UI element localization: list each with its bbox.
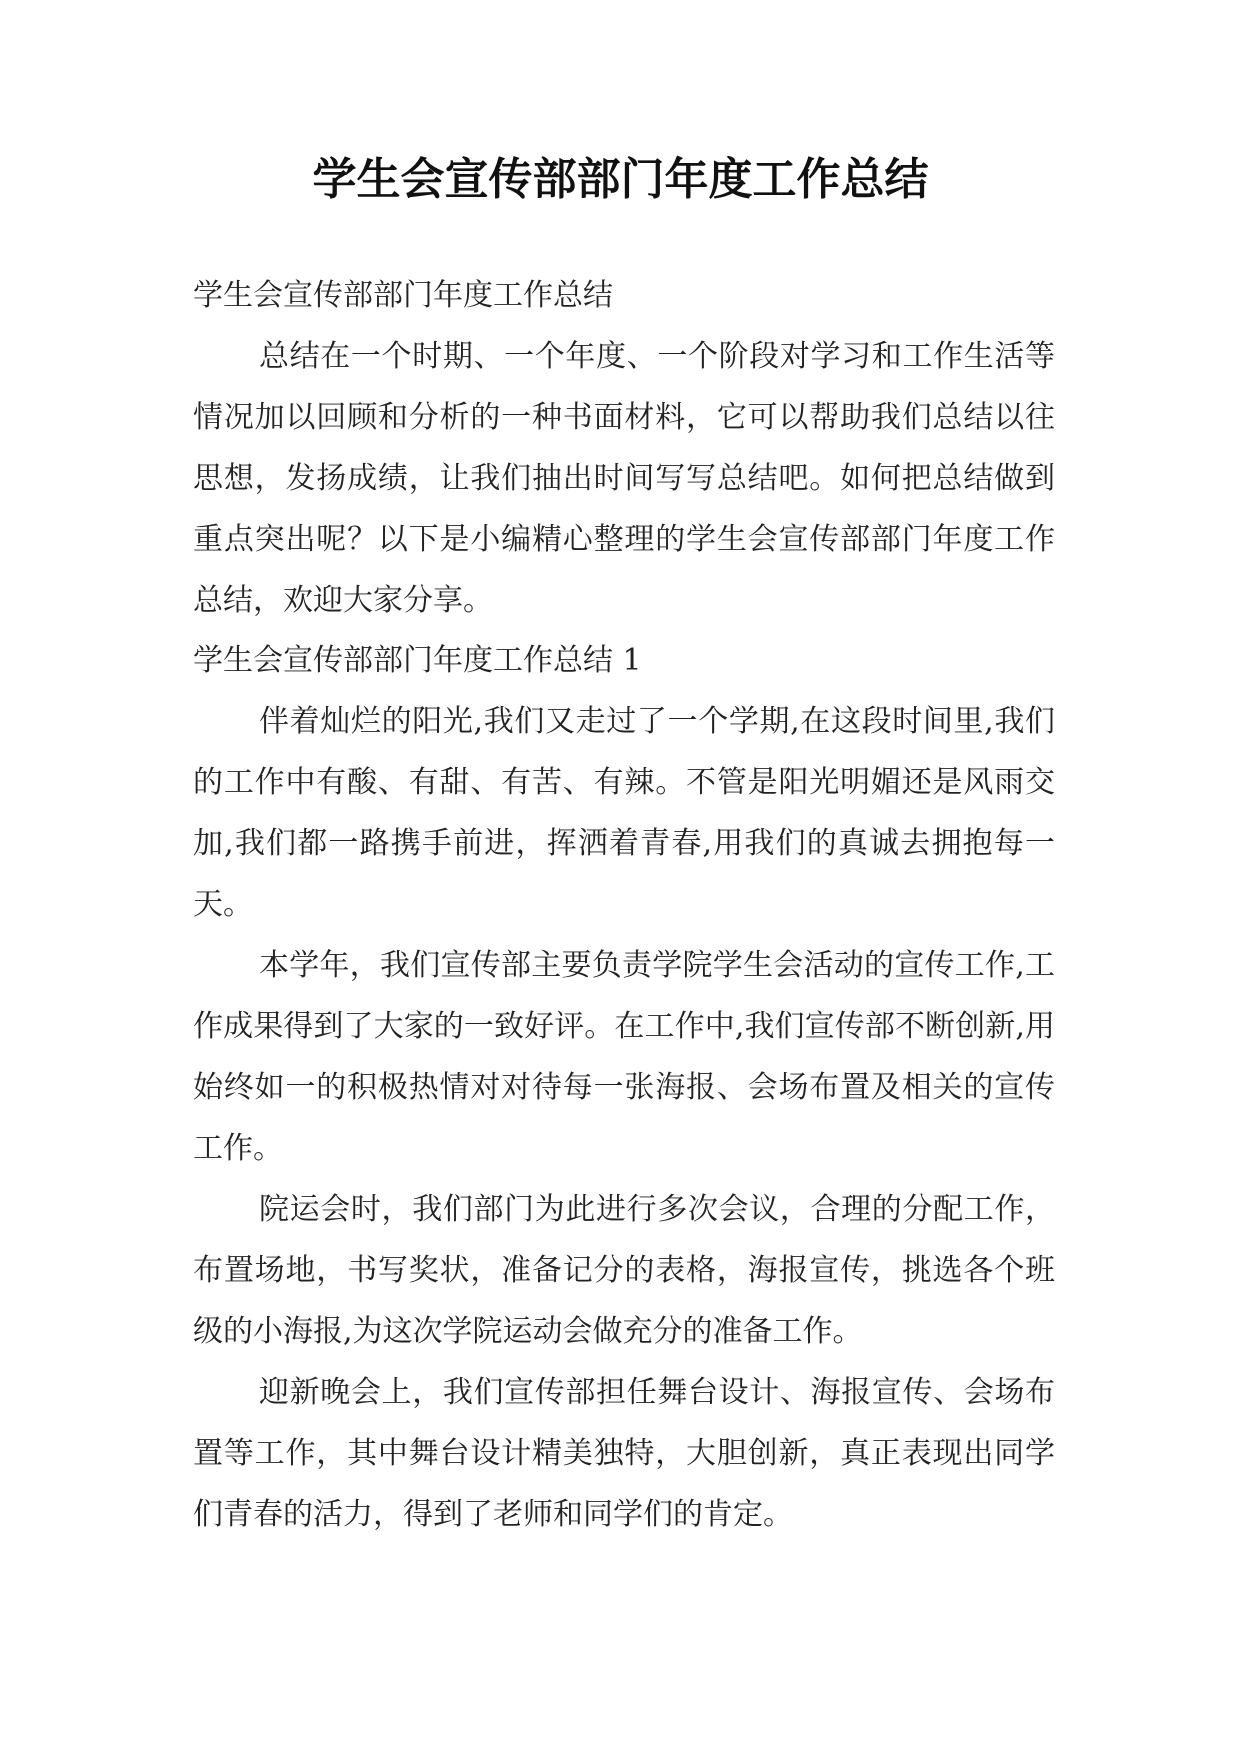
- paragraph-3: 院运会时，我们部门为此进行多次会议，合理的分配工作，布置场地，书写奖状，准备记分的表格，海报宣传，挑选各个班级的小海报,为这次学院运动会做充分的准备工作。: [193, 1192, 1055, 1349]
- paragraph-4: 迎新晚会上，我们宣传部担任舞台设计、海报宣传、会场布置等工作，其中舞台设计精美独特，大胆创新，真正表现出同学们青春的活力，得到了老师和同学们的肯定。: [193, 1375, 1055, 1532]
- document-title: 学生会宣传部部门年度工作总结: [312, 154, 929, 205]
- paragraph-1: 伴着灿烂的阳光,我们又走过了一个学期,在这段时间里,我们的工作中有酸、有甜、有苦、有辣。不管是阳光明媚还是风雨交加,我们都一路携手前进，挥洒着青春,用我们的真诚去拥抱每一天。: [193, 704, 1055, 922]
- intro-heading: 学生会宣传部部门年度工作总结: [193, 278, 613, 313]
- paragraph-2: 本学年，我们宣传部主要负责学院学生会活动的宣传工作,工作成果得到了大家的一致好评。在工作中,我们宣传部不断创新,用始终如一的积极热情对对待每一张海报、会场布置及相关的宣传工作。: [193, 948, 1055, 1166]
- intro-paragraph: 总结在一个时期、一个年度、一个阶段对学习和工作生活等情况加以回顾和分析的一种书面材料，它可以帮助我们总结以往思想，发扬成绩，让我们抽出时间写写总结吧。如何把总结做到重点突出呢？以下是小编精心整理的学生会宣传部部门年度工作总结，欢迎大家分享。: [193, 339, 1055, 618]
- section-heading: 学生会宣传部部门年度工作总结 1: [193, 643, 642, 678]
